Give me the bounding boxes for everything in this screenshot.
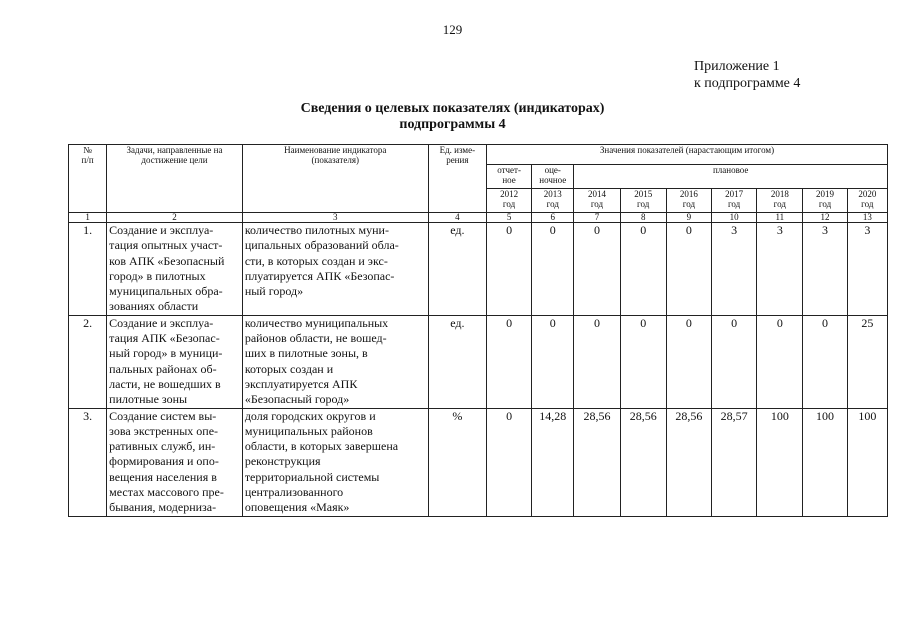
header-report: отчет- ное xyxy=(486,165,531,189)
value-cell: 0 xyxy=(486,408,531,516)
document-title xyxy=(0,101,905,133)
header-year-2020: 2020 год xyxy=(847,189,887,213)
task-cell: Создание и эксплуа- тация опытных участ- ков АПК «Безопасный город» в пилотных муниципальных обра- зованиях области xyxy=(107,223,243,316)
column-number: 2 xyxy=(107,213,243,223)
value-cell: 0 xyxy=(666,223,711,316)
header-planned: плановое xyxy=(574,165,888,189)
value-cell: 100 xyxy=(847,408,887,516)
table-row xyxy=(69,223,888,316)
unit-cell: ед. xyxy=(428,315,486,408)
column-number: 7 xyxy=(574,213,620,223)
table-body xyxy=(69,213,888,517)
value-cell: 25 xyxy=(847,315,887,408)
value-cell: 100 xyxy=(803,408,847,516)
column-number: 8 xyxy=(620,213,666,223)
header-estimate: оце- ночное xyxy=(532,165,574,189)
value-cell: 0 xyxy=(486,223,531,316)
unit-cell: ед. xyxy=(428,223,486,316)
task-cell: Создание и эксплуа- тация АПК «Безопас- ный город» в муници- пальных районах об- ласти, не вошедших в пилотные зоны xyxy=(107,315,243,408)
row-number: 1. xyxy=(69,223,107,316)
value-cell: 28,57 xyxy=(712,408,757,516)
appendix-note xyxy=(694,58,800,92)
row-number: 2. xyxy=(69,315,107,408)
appendix-line-1: Приложение 1 xyxy=(694,59,780,74)
header-num: № п/п xyxy=(69,145,107,213)
task-cell: Создание систем вы- зова экстренных опе- ративных служб, ин- формирования и опо- вещения населения в местах массового пре- бывания, модерниза- xyxy=(107,408,243,516)
indicator-cell: доля городских округов и муниципальных районов области, в которых завершена реконструкция территориальной системы централизованного оповещения «Маяк» xyxy=(242,408,428,516)
header-year-2013: 2013 год xyxy=(532,189,574,213)
header-year-2014: 2014 год xyxy=(574,189,620,213)
header-task: Задачи, направленные на достижение цели xyxy=(107,145,243,213)
value-cell: 0 xyxy=(666,315,711,408)
value-cell: 3 xyxy=(803,223,847,316)
value-cell: 3 xyxy=(757,223,803,316)
value-cell: 0 xyxy=(574,223,620,316)
column-number: 6 xyxy=(532,213,574,223)
column-number: 11 xyxy=(757,213,803,223)
value-cell: 0 xyxy=(486,315,531,408)
row-number: 3. xyxy=(69,408,107,516)
value-cell: 14,28 xyxy=(532,408,574,516)
header-indicator: Наименование индикатора (показателя) xyxy=(242,145,428,213)
value-cell: 28,56 xyxy=(666,408,711,516)
value-cell: 0 xyxy=(620,223,666,316)
value-cell: 0 xyxy=(620,315,666,408)
value-cell: 100 xyxy=(757,408,803,516)
header-year-2018: 2018 год xyxy=(757,189,803,213)
header-year-2017: 2017 год xyxy=(712,189,757,213)
header-year-2019: 2019 год xyxy=(803,189,847,213)
value-cell: 0 xyxy=(532,315,574,408)
value-cell: 0 xyxy=(532,223,574,316)
appendix-line-2: к подпрограмме 4 xyxy=(694,76,801,91)
column-number: 4 xyxy=(428,213,486,223)
column-number: 3 xyxy=(242,213,428,223)
value-cell: 0 xyxy=(712,315,757,408)
value-cell: 0 xyxy=(803,315,847,408)
column-number: 12 xyxy=(803,213,847,223)
column-number: 5 xyxy=(486,213,531,223)
table-header xyxy=(69,145,888,213)
header-year-2016: 2016 год xyxy=(666,189,711,213)
value-cell: 3 xyxy=(712,223,757,316)
page-number: 129 xyxy=(442,22,463,37)
indicator-cell: количество пилотных муни- ципальных образований обла- сти, в которых создан и экс- плуатируется АПК «Безопас- ный город» xyxy=(242,223,428,316)
header-year-2015: 2015 год xyxy=(620,189,666,213)
value-cell: 28,56 xyxy=(574,408,620,516)
column-number-row xyxy=(69,213,888,223)
unit-cell: % xyxy=(428,408,486,516)
table-row xyxy=(69,408,888,516)
column-number: 9 xyxy=(666,213,711,223)
value-cell: 28,56 xyxy=(620,408,666,516)
value-cell: 0 xyxy=(757,315,803,408)
column-number: 1 xyxy=(69,213,107,223)
indicator-cell: количество муниципальных районов области, не вошед- ших в пилотные зоны, в которых создан и эксплуатируется АПК «Безопасный город» xyxy=(242,315,428,408)
column-number: 10 xyxy=(712,213,757,223)
value-cell: 3 xyxy=(847,223,887,316)
table-row xyxy=(69,315,888,408)
indicators-table xyxy=(68,144,888,517)
column-number: 13 xyxy=(847,213,887,223)
title-line-1: Сведения о целевых показателях (индикаторах) xyxy=(300,101,605,116)
title-line-2: подпрограммы 4 xyxy=(399,117,506,132)
value-cell: 0 xyxy=(574,315,620,408)
header-unit: Ед. изме- рения xyxy=(428,145,486,213)
header-year-2012: 2012 год xyxy=(486,189,531,213)
header-values-group: Значения показателей (нарастающим итогом) xyxy=(486,145,887,165)
